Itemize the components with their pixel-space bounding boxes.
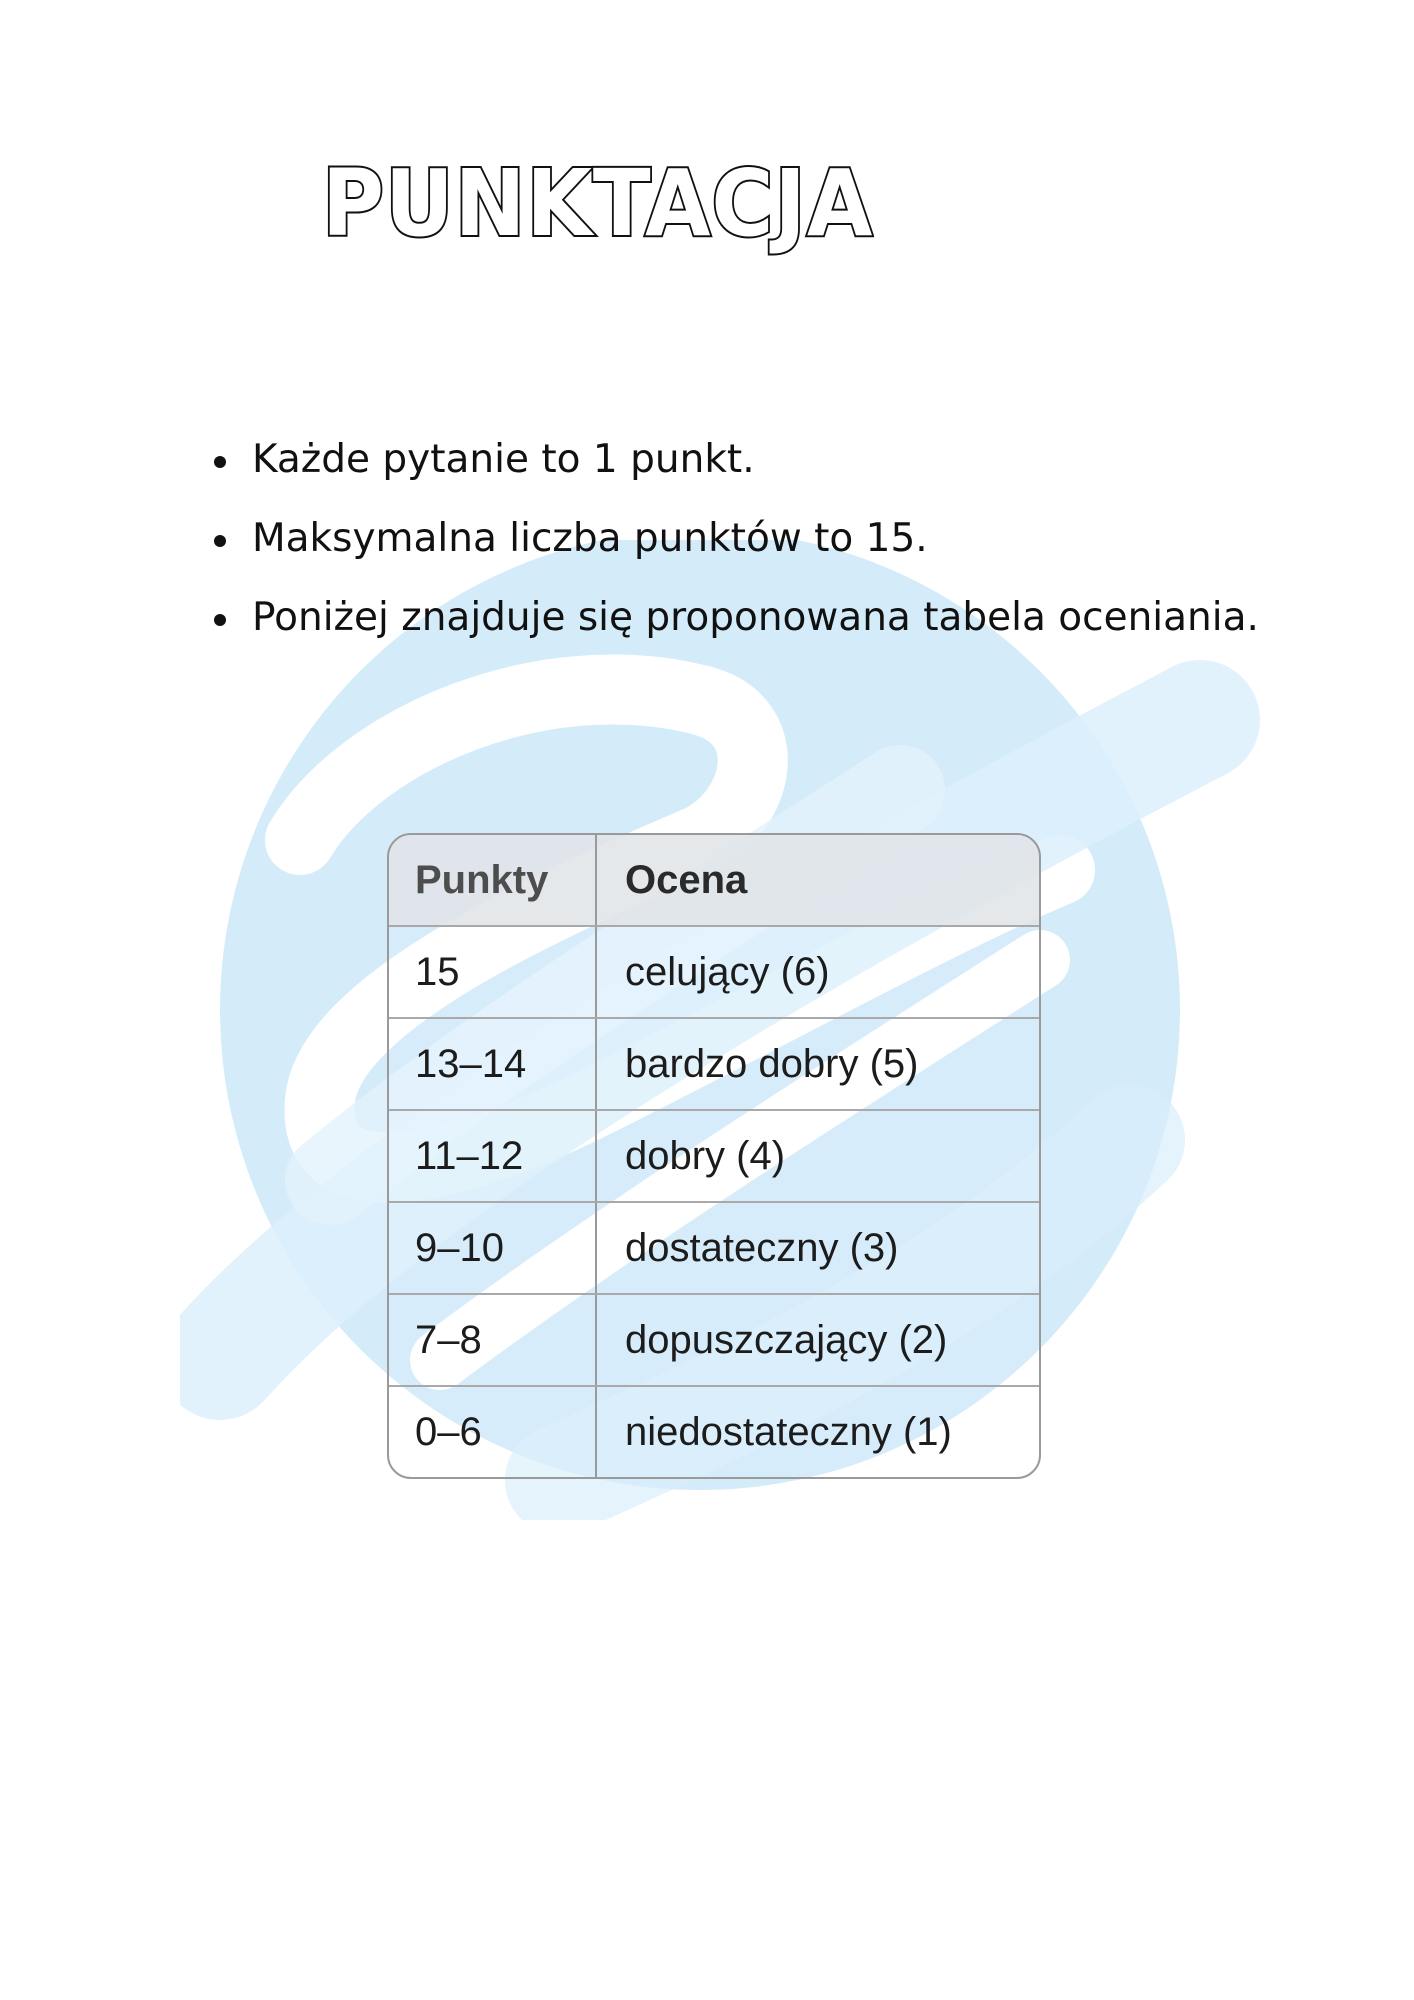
page-title: PUNKTACJA: [322, 150, 874, 257]
grade-cell: dostateczny (3): [625, 1225, 899, 1270]
table-header-row: [389, 835, 1039, 925]
grading-table: [387, 833, 1041, 1479]
bullet-list: [210, 420, 1259, 657]
grade-cell: dopuszczający (2): [625, 1317, 948, 1362]
grade-cell: dobry (4): [625, 1133, 786, 1178]
grade-cell: niedostateczny (1): [625, 1409, 952, 1454]
table-row: [389, 1293, 1039, 1385]
points-cell: 0–6: [389, 1387, 597, 1477]
points-cell: 15: [389, 927, 597, 1017]
table-row: [389, 1109, 1039, 1201]
bullet-item: Maksymalna liczba punktów to 15.: [210, 499, 1259, 578]
grade-cell: bardzo dobry (5): [625, 1041, 919, 1086]
points-cell: 7–8: [389, 1295, 597, 1385]
bullet-item: Poniżej znajduje się proponowana tabela oceniania.: [210, 578, 1259, 657]
points-cell: 13–14: [389, 1019, 597, 1109]
header-points: Punkty: [389, 835, 597, 925]
points-cell: 11–12: [389, 1111, 597, 1201]
table-row: [389, 925, 1039, 1017]
grade-cell: celujący (6): [625, 949, 830, 994]
points-cell: 9–10: [389, 1203, 597, 1293]
table-row: [389, 1017, 1039, 1109]
table-row: [389, 1201, 1039, 1293]
table-row: [389, 1385, 1039, 1477]
bullet-item: Każde pytanie to 1 punkt.: [210, 420, 1259, 499]
header-grade: Ocena: [625, 857, 748, 902]
